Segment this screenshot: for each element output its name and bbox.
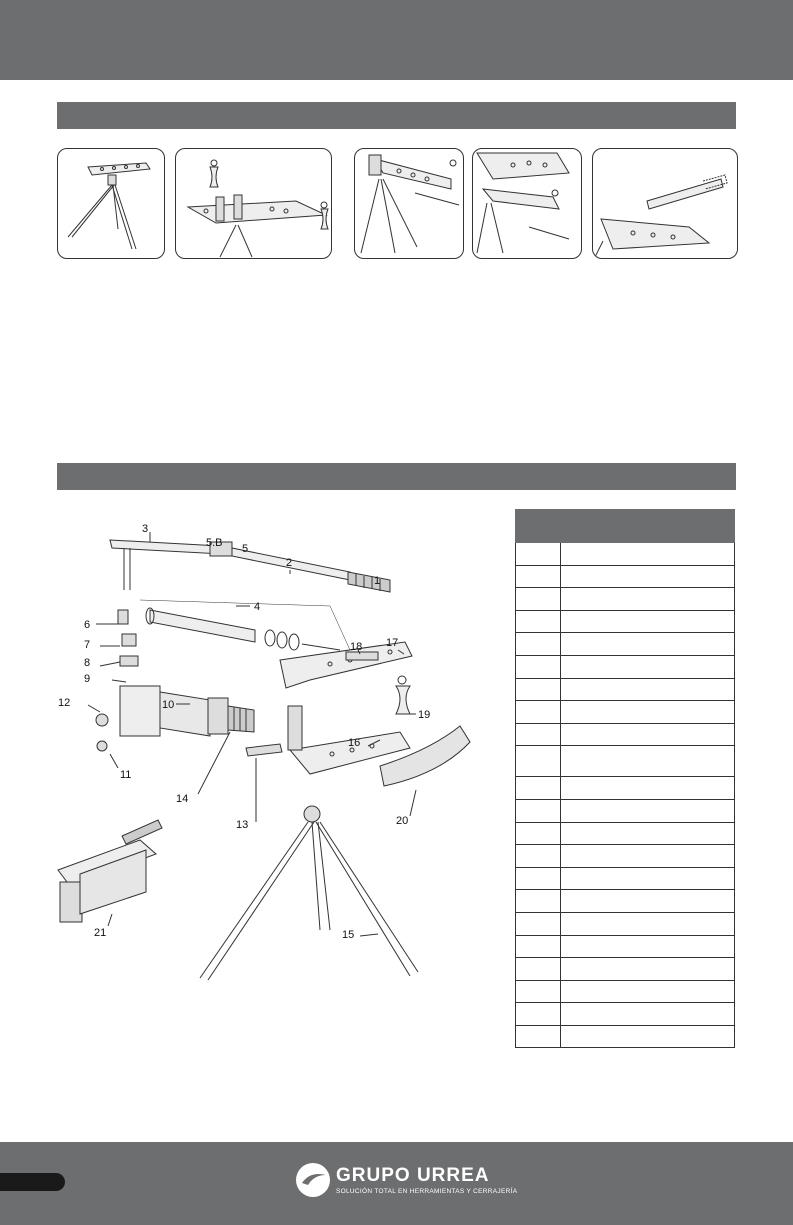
callout-19: 19 [418,709,431,721]
parts-table [515,509,735,1048]
table-row [516,822,735,845]
table-row [516,633,735,656]
table-row [516,912,735,935]
assembly-step-2-image [175,148,332,259]
callout-4: 4 [254,601,261,613]
callout-5b: 5.B [206,537,223,549]
assembly-step-4-image [472,148,582,259]
callout-5: 5 [242,543,249,555]
parts-section-bar [57,463,736,490]
callout-7: 7 [84,639,91,651]
table-row [516,958,735,981]
assembly-section-bar [57,102,736,129]
table-row [516,1025,735,1048]
callout-15: 15 [342,929,355,941]
callout-9: 9 [84,673,91,685]
callout-11: 11 [120,769,132,781]
callout-6: 6 [84,619,91,631]
table-row [516,678,735,701]
table-row [516,935,735,958]
table-row [516,701,735,724]
assembly-step-3-image [354,148,464,259]
table-row [516,1003,735,1026]
callout-14: 14 [176,793,189,805]
brand-logo [296,1163,518,1203]
brand-tagline: SOLUCIÓN TOTAL EN HERRAMIENTAS Y CERRAJERÍA [336,1188,518,1195]
table-row [516,588,735,611]
table-row [516,867,735,890]
callout-21: 21 [94,927,107,939]
table-row [516,723,735,746]
table-row [516,655,735,678]
page-number-tab [0,1173,65,1191]
table-row [516,845,735,868]
callout-3: 3 [142,523,149,535]
column-header-description [561,510,735,543]
table-row [516,980,735,1003]
callout-8: 8 [84,657,91,669]
logo-mark-icon [296,1163,330,1197]
table-row [516,799,735,822]
callout-10: 10 [162,699,175,711]
table-row [516,565,735,588]
callout-1: 1 [374,575,381,587]
callout-18: 18 [350,641,363,653]
assembly-step-1-image [57,148,165,259]
callout-2: 2 [286,557,293,569]
table-row [516,777,735,800]
assembly-step-5-image [592,148,738,259]
exploded-parts-diagram [50,510,500,990]
header-band [0,0,793,80]
table-row [516,543,735,566]
table-row [516,610,735,633]
callout-20: 20 [396,815,409,827]
table-row [516,890,735,913]
callout-13: 13 [236,819,249,831]
callout-17: 17 [386,637,399,649]
column-header-number [516,510,561,543]
callout-12: 12 [58,697,71,709]
parts-table-header [516,510,735,543]
callout-16: 16 [348,737,361,749]
table-row [516,746,735,777]
brand-name: GRUPO URREA [336,1165,490,1186]
